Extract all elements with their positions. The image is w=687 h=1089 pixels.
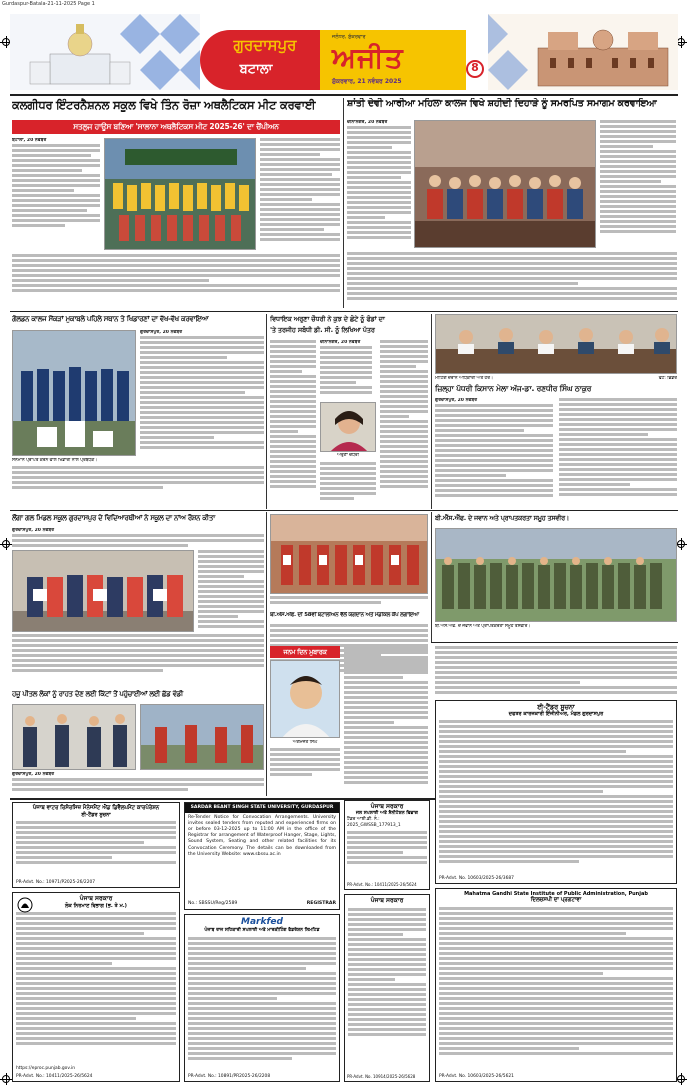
registration-mark xyxy=(677,1075,685,1083)
gym-headline: ਗੋਲਡਨ ਕਾਲਜ ਸੋਂਕੜਾਂ ਮੁਕਾਬਲੇ ਪਹਿਲੇ ਸਥਾਨ ਤੇ ਖਿਡਾਰਣਾਂ ਦਾ ਵੱਖ-ਵੱਖ ਕਰਵਾਇਆ xyxy=(12,315,209,323)
edition-title: ਗੁਰਦਾਸਪੁਰ xyxy=(233,36,297,54)
lead-body-bottom xyxy=(12,254,340,302)
students-group-photo xyxy=(270,514,428,594)
ad-tender-right-subtitle: ਦਫਤਰ ਕਾਰਜਕਾਰੀ ਇੰਜੀਨੀਅਰ, ਮੰਡਲ ਗੁਰਦਾਸਪੁਰ xyxy=(508,711,604,717)
ad-punjab-govt-2 xyxy=(344,800,430,890)
column-rule xyxy=(431,314,432,509)
registration-mark xyxy=(2,540,10,548)
text-lines xyxy=(345,829,429,868)
bsf-caption: ਬੀ.ਐੱਸ.ਐੱਫ. ਦੇ ਜਵਾਨ ਅਤੇ ਪ੍ਰਾਪਤਕਰਤਾ ਸਮੂਹ ਤਸਵੀਰ। xyxy=(435,624,531,629)
text-lines xyxy=(12,778,264,791)
right-story-body xyxy=(435,646,677,698)
meeting-byline: ਫੋਟੋ: ਭਿੰਡਰ xyxy=(658,376,677,381)
text-lines xyxy=(198,550,264,628)
lead-subhead: ਸਤਲੁਜ ਹਾਊਸ ਬਣਿਆ 'ਸਾਲਾਨਾ ਅਥਲੈਟਿਕਸ ਮੀਟ 2025-26' ਦਾ ਚੈਂਪੀਅਨ xyxy=(73,122,279,131)
registration-mark xyxy=(677,540,685,548)
dateline-top: ਜਲੰਧਰ, ਸ਼ੁੱਕਰਵਾਰ xyxy=(332,34,366,40)
bsf-group-photo xyxy=(435,528,677,622)
center-story-body xyxy=(344,646,428,792)
ad-tender-centre-ref: PR-Advt. No. 10914/2025-26/5628 xyxy=(347,1074,416,1079)
text-lines xyxy=(380,340,428,488)
mla-photo-caption: ਅਰੁਣਾ ਚੌਧਰੀ xyxy=(337,453,359,458)
column-rule xyxy=(266,644,267,796)
relief-photo-1 xyxy=(12,704,136,770)
shanti-devi-headline: ਸ਼ਾਂਤੀ ਦੇਵੀ ਆਰੀਆ ਮਹਿਲਾ ਕਾਲਜ ਵਿਖੇ ਸ਼ਹੀਦੀ ਦਿਹਾੜੇ ਨੂੰ ਸਮਰਪਿਤ ਸਮਾਗਮ ਕਰਵਾਇਆ xyxy=(347,98,657,109)
print-slug: Gurdaspur-Batala-21-11-2025 Page 1 xyxy=(2,1,95,7)
mla-portrait-photo xyxy=(320,402,376,452)
birthday-label: ਜਨਮ ਦਿਨ ਮੁਬਾਰਕ xyxy=(283,648,327,656)
ad-govt1-title: ਪੰਜਾਬ ਸਰਕਾਰ xyxy=(79,895,113,902)
school-science-headline: ਲੌਂਗਾ ਗਲ ਮਿਡਲ ਸਕੂਲ ਗੁਰਦਾਸਪੁਰ ਦੇ ਵਿਦਿਆਰਥੀਆਂ ਨੇ ਸਕੂਲ ਦਾ ਨਾਂਅ ਰੌਸ਼ਨ ਕੀਤਾ xyxy=(12,514,215,522)
ad-water-subtitle: ਈ-ਟੈਂਡਰ ਸੂਚਨਾ xyxy=(81,811,111,818)
mla-dateline: ਦੀਨਾਨਗਰ, 20 ਨਵੰਬਰ xyxy=(320,340,361,345)
masthead-date: ਸ਼ੁੱਕਰਵਾਰ, 21 ਨਵੰਬਰ 2025 xyxy=(332,78,402,85)
masthead-rule xyxy=(10,94,678,96)
ad-mgsipa-title: Mahatma Gandhi State Institute of Public Administration, Punjab xyxy=(464,891,648,897)
text-lines xyxy=(347,252,677,300)
ad-university xyxy=(184,802,340,910)
gym-body xyxy=(140,330,264,456)
column-rule xyxy=(343,98,344,308)
registration-mark xyxy=(677,38,685,46)
ad-university-signatory: REGISTRAR xyxy=(306,901,336,907)
section-rule xyxy=(10,311,678,312)
mla-body-left xyxy=(270,340,316,508)
column-rule xyxy=(431,512,432,642)
text-lines xyxy=(12,466,264,489)
shanti-devi-dateline: ਦੀਨਾਨਗਰ, 20 ਨਵੰਬਰ xyxy=(347,120,388,125)
page-number: 8 xyxy=(471,61,479,74)
sports-award-photo xyxy=(12,330,136,456)
mla-headline: ਵਿਧਾਇਕ ਅਰੁਣਾ ਚੌਧਰੀ ਨੇ ਕੁਝ ਦੇ ਛੋਟੇ ਨੂੰ ਫੰਡਾਂ ਦਾ xyxy=(270,315,385,323)
registration-mark xyxy=(2,38,10,46)
ad-tender-centre-title: ਪੰਜਾਬ ਸਰਕਾਰ xyxy=(370,897,404,904)
ad-mgsipa xyxy=(435,888,677,1082)
meeting-photo xyxy=(435,314,677,374)
text-lines xyxy=(435,404,553,497)
ad-mgsipa-subtitle: ਦਿਲਚਸਪੀ ਦਾ ਪ੍ਰਗਟਾਵਾ xyxy=(530,897,582,904)
mla-body-right xyxy=(320,340,372,400)
ad-tender-right-ref: PR-Advt. No. 10603/2025-26/3687 xyxy=(439,875,514,881)
school-science-dateline: ਗੁਰਦਾਸਪੁਰ, 20 ਨਵੰਬਰ xyxy=(12,528,55,533)
ad-mgsipa-ref: PR-Advt. No. 10603/2025-26/5621 xyxy=(439,1073,514,1079)
ad-govt2-tender-id: ਟੈਂਡਰ ਆਈ.ਡੀ. ਨੰ.: 2025_GWSSB_177913_1 xyxy=(347,817,401,828)
masthead xyxy=(10,12,678,92)
text-lines xyxy=(347,126,411,239)
ad-university-body: Re-Tender Notice for Convocation Arrangements. University invites sealed tenders from reputed and experienced firms on or before 03-12-2025 up to 11:00 AM in the office of the Registrar for arrangement of Waterproof Hanger, Stage, Lights, Sound System, Seating and other related facilities for its Convocation Ceremony. The details can be downloaded from the University Website: www.sbssu.ac.in xyxy=(188,814,336,857)
ad-markfed-brand: Markfed xyxy=(241,917,283,927)
punjab-govt-emblem-icon xyxy=(17,897,33,913)
text-lines xyxy=(559,398,677,496)
kisan-mela-body-left xyxy=(435,398,553,504)
bsf-photo-headline: ਬੀ.ਐੱਸ.ਐੱਫ. ਦੇ ਜਵਾਨ ਅਤੇ ਪ੍ਰਾਪਤਕਰਤਾ ਸਮੂਹ ਤਸਵੀਰ। xyxy=(435,514,570,522)
text-lines xyxy=(185,934,339,1065)
hospital-headline: ਹਜ਼ੂ ਪੀਤਲ ਲੋਕਾਂ ਨੂੰ ਰਾਹਤ ਦੇਣ ਲਈ ਕਿੱਟਾਂ ਤੋਂ ਪਹੁੰਚਾਈਆਂ ਲਈ ਛੱਡ ਵੰਡੀ xyxy=(12,690,184,698)
kisan-mela-dateline: ਗੁਰਦਾਸਪੁਰ, 20 ਨਵੰਬਰ xyxy=(435,398,478,403)
text-lines xyxy=(12,144,100,227)
ad-markfed-ref: PR-Advt. No.: 10891/PR2025-26/2208 xyxy=(188,1073,271,1079)
registration-mark xyxy=(2,1075,10,1083)
text-lines xyxy=(12,254,340,292)
lead-headline: ਕਲਗੀਧਰ ਇੰਟਰਨੈਸ਼ਨਲ ਸਕੂਲ ਵਿਖੇ ਤਿੰਨ ਰੋਜ਼ਾ ਅਥਲੈਟਿਕਸ ਮੀਟ ਕਰਵਾਈ xyxy=(12,98,316,112)
kisan-mela-headline: ਜ਼ਿਲ੍ਹਾ ਪੱਧਰੀ ਕਿਸਾਨ ਮੇਲਾ ਅੱਜ-ਡਾ. ਰਣਧੀਰ ਸਿੰਘ ਠਾਕੁਰ xyxy=(435,384,592,393)
ad-markfed xyxy=(184,914,340,1082)
edition-subtitle: ਬਟਾਲਾ xyxy=(239,62,273,77)
text-lines xyxy=(12,534,264,547)
ad-university-ref: No.: SBSSU/Reg/2589 xyxy=(188,901,238,907)
gym-dateline: ਗੁਰਦਾਸਪੁਰ, 20 ਨਵੰਬਰ xyxy=(140,330,183,335)
birthday-photo-caption: ਅਗਮਜੋਤ ਸਿੰਘ xyxy=(292,740,318,745)
mla-body-right-2 xyxy=(380,340,428,508)
section-rule xyxy=(431,642,678,643)
text-lines xyxy=(435,646,677,694)
ad-water-ref: PR-Advt. No.: 10971/P2025-26/2207 xyxy=(16,879,96,885)
text-lines xyxy=(270,596,428,604)
hospital-body xyxy=(12,772,264,794)
school-science-body-bottom xyxy=(12,634,264,686)
ad-punjab-govt-1 xyxy=(12,892,180,1082)
birthday-details xyxy=(270,748,340,792)
ad-university-title: SARDAR BEANT SINGH STATE UNIVERSITY, GURDASPUR xyxy=(185,803,339,813)
text-lines xyxy=(344,646,428,784)
text-lines xyxy=(436,717,676,868)
shanti-devi-body-left xyxy=(347,120,411,250)
gurdwara-illustration xyxy=(10,14,200,90)
meeting-caption: ਮੀਟਿੰਗ ਦੌਰਾਨ ਅਧਿਕਾਰੀ ਅਤੇ ਹੋਰ। xyxy=(435,376,493,381)
section-rule xyxy=(10,510,678,511)
ad-govt1-ref: PR-Advt. No.: 10411/2025-26/5624 xyxy=(16,1073,93,1079)
lead-dateline: ਬਟਾਲਾ, 20 ਨਵੰਬਰ xyxy=(12,138,47,143)
text-lines xyxy=(270,748,340,776)
text-lines xyxy=(320,346,372,394)
relief-photo-2 xyxy=(140,704,264,770)
bsf-headline: ਬੀ.ਐੱਸ.ਐੱਫ. ਦੀ 58ਵੀਂ ਬਟਾਲੀਅਨ ਵੱਲੋਂ ਯੋਗਦਾਨ ਅਤੇ ਮੈਡੀਕਲ ਕੈਂਪ ਲਗਾਇਆ xyxy=(270,612,419,618)
ad-water-resources xyxy=(12,802,180,888)
ad-govt2-subtitle: ਜਲ ਸਪਲਾਈ ਅਤੇ ਸੈਨੀਟੇਸ਼ਨ ਵਿਭਾਗ xyxy=(356,810,418,816)
school-award-photo xyxy=(12,550,194,632)
text-lines xyxy=(13,818,179,869)
hospital-dateline: ਗੁਰਦਾਸਪੁਰ, 20 ਨਵੰਬਰ xyxy=(12,772,55,777)
text-lines xyxy=(436,904,676,1060)
ad-tender-centre xyxy=(344,894,430,1082)
ad-govt1-website: https://eproc.punjab.gov.in xyxy=(16,1065,76,1071)
shanti-devi-body-bottom xyxy=(347,252,677,308)
heritage-building-illustration xyxy=(488,14,678,90)
mla-headline-2: 'ਤੇ ਤਰਜੀਹ ਸਬੰਧੀ ਡੀ. ਸੀ. ਨੂੰ ਲਿਖਿਆ ਪੱਤਰ xyxy=(270,326,375,334)
ad-tender-right-title: ਈ-ਟੈਂਡਰ ਸੂਚਨਾ xyxy=(537,703,575,711)
college-event-photo xyxy=(414,120,596,248)
text-lines xyxy=(12,634,264,672)
lead-body-col1 xyxy=(12,138,100,232)
brand-name: ਅਜੀਤ xyxy=(332,41,404,74)
ad-markfed-line: ਪੰਜਾਬ ਰਾਜ ਸਹਿਕਾਰੀ ਸਪਲਾਈ ਅਤੇ ਮਾਰਕੀਟਿੰਗ ਫੈਡਰੇਸ਼ਨ ਲਿਮਟਿਡ xyxy=(204,928,320,934)
ad-water-title: ਪੰਜਾਬ ਵਾਟਰ ਰਿਸੋਰਸਿਜ਼ ਮੈਨੇਜਮੈਂਟ ਐਂਡ ਡਿਵੈਲਪਮੈਂਟ ਕਾਰਪੋਰੇਸ਼ਨ xyxy=(32,805,160,811)
ad-govt2-title: ਪੰਜਾਬ ਸਰਕਾਰ xyxy=(370,803,404,810)
lead-body-col3 xyxy=(260,138,340,250)
text-lines xyxy=(13,909,179,1050)
text-lines xyxy=(345,905,429,1041)
text-lines xyxy=(600,120,676,233)
birthday-child-photo xyxy=(270,660,340,738)
shanti-devi-body-right xyxy=(600,120,676,250)
ad-govt1-subtitle: ਲੋਕ ਨਿਰਮਾਣ ਵਿਭਾਗ (ਭ. ਤੇ ਮ.) xyxy=(65,902,127,909)
gym-caption: ਸਨਮਾਨ ਪ੍ਰਾਪਤ ਕਰਨ ਵਾਲੇ ਖਿਡਾਰੀ ਨਾਲ ਪ੍ਰਬੰਧਕ। xyxy=(12,458,98,463)
ad-govt2-ref: PR-Advt. No.: 10411/2025-26/5624 xyxy=(347,882,417,887)
school-science-body-right xyxy=(198,550,264,632)
school-science-body-top xyxy=(12,528,264,548)
kisan-mela-body-right xyxy=(559,398,677,504)
text-lines xyxy=(270,340,316,488)
students-caption-text xyxy=(270,596,428,610)
gym-body-bottom xyxy=(12,466,264,502)
text-lines xyxy=(260,138,340,241)
ad-tender-right xyxy=(435,700,677,884)
mla-body-bottom xyxy=(320,462,376,508)
text-lines xyxy=(140,336,264,449)
column-rule xyxy=(266,314,267,509)
athletics-group-photo xyxy=(104,138,256,250)
text-lines xyxy=(320,462,376,500)
